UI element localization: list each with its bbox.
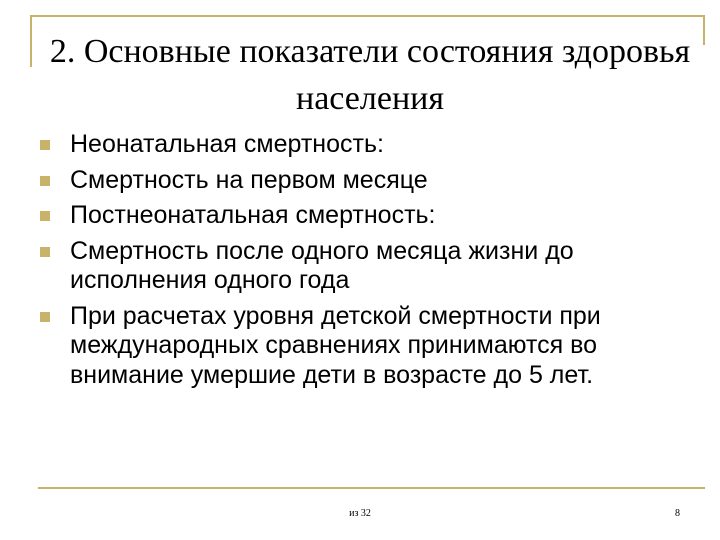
frame-line-right (703, 15, 705, 45)
bullet-item (40, 237, 700, 296)
page-number: 8 (675, 508, 680, 519)
slide-count: из 32 (349, 508, 371, 519)
square-bullet-icon (40, 140, 50, 150)
bullet-text: При расчетах уровня детской смертности при международных сравнениях принимаются во внимание умершие дети в возрасте до 5 лет. (70, 301, 601, 389)
bullet-list (40, 130, 700, 396)
square-bullet-icon (40, 312, 50, 322)
slide-title: 2. Основные показатели состояния здоровья населения (49, 33, 691, 117)
square-bullet-icon (40, 247, 50, 257)
bullet-text: Неонатальная смертность: (70, 130, 384, 158)
frame-line-bottom (38, 487, 705, 489)
bullet-text: Постнеонатальная смертность: (70, 201, 436, 229)
frame-line-top (30, 15, 705, 17)
bullet-item (40, 130, 700, 160)
bullet-text: Смертность на первом месяце (70, 165, 428, 194)
bullet-item (40, 302, 700, 391)
square-bullet-icon (40, 176, 50, 186)
bullet-item (40, 166, 700, 196)
bullet-item (40, 201, 700, 231)
square-bullet-icon (40, 211, 50, 221)
frame-line-left (30, 15, 32, 67)
bullet-text: Смертность после одного месяца жизни до исполнения одного года (70, 236, 574, 294)
